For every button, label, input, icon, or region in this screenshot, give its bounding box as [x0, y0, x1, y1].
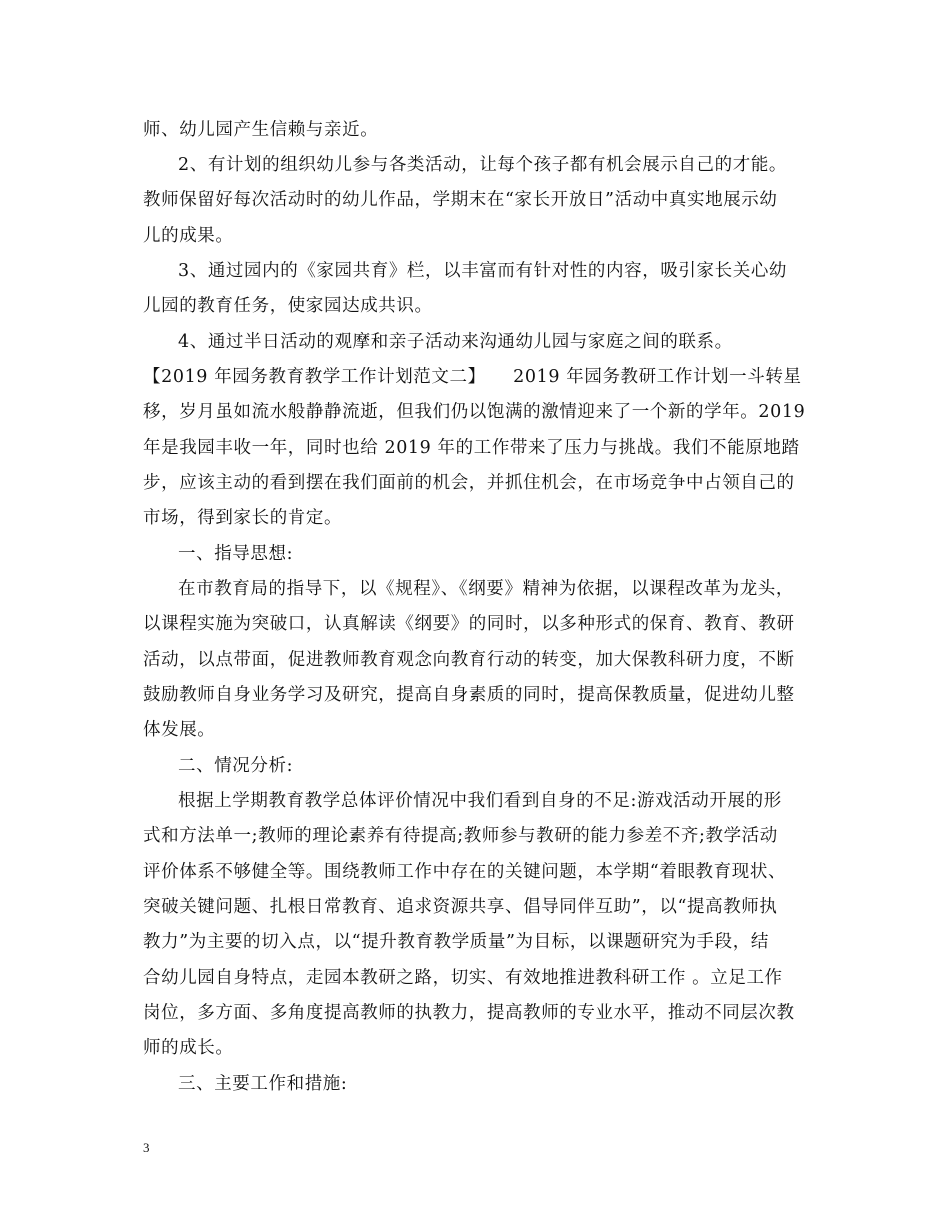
- text-line: 评价体系不够健全等。围绕教师工作中存在的关键问题，本学期“着眼教育现状、: [143, 862, 787, 882]
- text-line: 在市教育局的指导下，以《规程》、《纲要》精神为依据，以课程改革为龙头，: [178, 579, 794, 599]
- text-line: 3、通过园内的《家园共育》栏，以丰富而有针对性的内容，吸引家长关心幼: [178, 261, 788, 281]
- text-line: 活动，以点带面，促进教师教育观念向教育行动的转变，加大保教科研力度，不断: [143, 650, 795, 670]
- text-line: 市场，得到家长的肯定。: [143, 508, 343, 528]
- text-line: 教力”为主要的切入点，以“提升教育教学质量”为目标，以课题研究为手段，结: [143, 932, 769, 952]
- section-heading-line: 【2019 年园务教育教学工作计划范文二】 2019 年园务教研工作计划一斗转星: [143, 367, 802, 387]
- text-line: 4、通过半日活动的观摩和亲子活动来沟通幼儿园与家庭之间的联系。: [178, 332, 733, 352]
- text-line: 步，应该主动的看到摆在我们面前的机会，并抓住机会，在市场竞争中占领自己的: [143, 473, 795, 493]
- text-line: 教师保留好每次活动时的幼儿作品，学期末在“家长开放日”活动中真实地展示幼: [143, 190, 778, 210]
- text-line: 鼓励教师自身业务学习及研究，提高自身素质的同时，提高保教质量，促进幼儿整: [143, 685, 795, 705]
- text-line: 岗位，多方面、多角度提高教师的执教力，提高教师的专业水平，推动不同层次教: [143, 1003, 795, 1023]
- text-line: 2、有计划的组织幼儿参与各类活动，让每个孩子都有机会展示自己的才能。: [178, 155, 788, 175]
- text-line: 师、幼儿园产生信赖与亲近。: [143, 120, 379, 140]
- text-line: 儿的成果。: [143, 226, 234, 246]
- subheading-line: 三、主要工作和措施:: [178, 1074, 348, 1094]
- text-line: 体发展。: [143, 720, 216, 740]
- text-line: 突破关键问题、扎根日常教育、追求资源共享、倡导同伴互助”，以“提高教师执: [143, 897, 778, 917]
- text-line: 式和方法单一;教师的理论素养有待提高;教师参与教研的能力参差不齐;教学活动: [143, 826, 778, 846]
- page-number: 3: [143, 1140, 150, 1155]
- text-line: 根据上学期教育教学总体评价情况中我们看到自身的不足:游戏活动开展的形: [178, 791, 782, 811]
- text-line: 以课程实施为突破口，认真解读《纲要》的同时，以多种形式的保育、教育、教研: [143, 614, 795, 634]
- text-line: 移，岁月虽如流水般静静流逝，但我们仍以饱满的激情迎来了一个新的学年。2019: [143, 402, 806, 422]
- text-line: 师的成长。: [143, 1038, 234, 1058]
- text-line: 儿园的教育任务，使家园达成共识。: [143, 296, 433, 316]
- subheading-line: 二、情况分析:: [178, 756, 294, 776]
- subheading-line: 一、指导思想:: [178, 544, 294, 564]
- text-line: 合幼儿园自身特点，走园本教研之路，切实、有效地推进教科研工作 。立足工作: [143, 968, 783, 988]
- text-line: 年是我园丰收一年，同时也给 2019 年的工作带来了压力与挑战。我们不能原地踏: [143, 438, 800, 458]
